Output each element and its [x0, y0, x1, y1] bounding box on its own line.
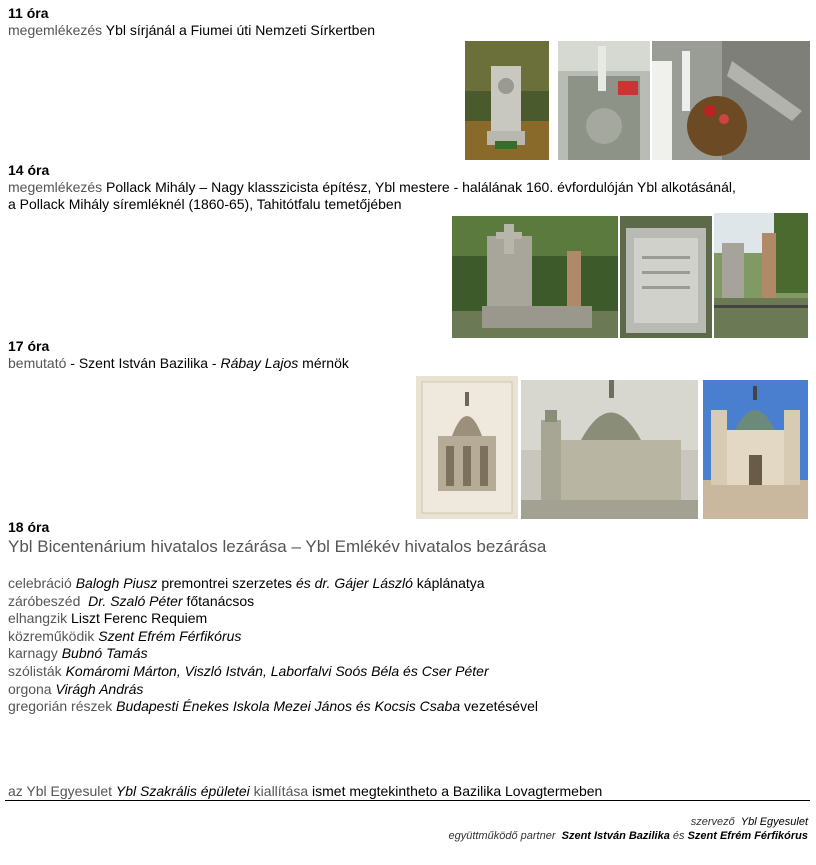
credit-name: Dr. Szaló Péter	[88, 592, 183, 609]
separator: -	[208, 355, 221, 371]
credits-list	[8, 575, 538, 716]
partner-label: együttműködő partner	[448, 830, 556, 842]
partner-name: Szent István Bazilika	[561, 830, 670, 842]
credit-label: közreműködik	[8, 627, 95, 644]
credit-role: főtanácsos	[182, 592, 255, 609]
credit-label: szólisták	[8, 662, 62, 679]
partner-and: és	[672, 830, 685, 842]
photo-basilica-section-drawing	[416, 376, 518, 519]
credit-row	[8, 575, 538, 593]
partner-name: Szent Efrém Férfikórus	[687, 830, 808, 842]
photo-wreath-relief	[652, 41, 810, 160]
exhibit-kind: kiallítása	[253, 783, 309, 799]
photo-grave-monument-snow	[558, 41, 650, 160]
credit-row	[8, 698, 538, 716]
credit-label: záróbeszéd	[8, 592, 81, 609]
credit-row	[8, 610, 538, 628]
event-kind: megemlékezés	[8, 22, 103, 38]
credit-name: Balogh Piusz	[75, 575, 158, 591]
time-11: 11 óra	[8, 5, 49, 21]
credit-role: premontrei szerzetes	[157, 575, 296, 591]
exhibit-org: az Ybl Egyesulet	[8, 783, 113, 799]
organizer-name: Ybl Egyesulet	[740, 816, 808, 828]
section-11-desc	[8, 22, 375, 39]
time-18: 18 óra	[8, 519, 50, 535]
event-role: mérnök	[298, 355, 349, 371]
credit-label: elhangzik	[8, 610, 68, 627]
photo-cemetery-view	[714, 213, 808, 338]
event-text: Ybl sírjánál a Fiumei úti Nemzeti Sírkertben	[105, 22, 376, 38]
credit-row	[8, 628, 538, 646]
event-kind: bemutató	[8, 355, 67, 371]
exhibition-note	[8, 783, 602, 800]
credit-row	[8, 645, 538, 663]
organizer-label: szervező	[690, 816, 735, 828]
exhibit-location: ismet megtekintheto a Bazilika Lovagtermeben	[312, 783, 603, 799]
credit-name: Virágh András	[55, 680, 144, 697]
credit-role: Liszt Ferenc Requiem	[71, 610, 208, 627]
credit-label: gregorián részek	[8, 698, 113, 715]
event-text: Pollack Mihály – Nagy klasszicista építész, Ybl mestere - halálának 160. évfordulóján Ybl alkotásánál,	[106, 179, 736, 195]
closing-headline: Ybl Bicentenárium hivatalos lezárása – Ybl Emlékév hivatalos bezárása	[8, 537, 547, 556]
credit-name: és dr. Gájer László	[295, 575, 413, 591]
event-person: Rábay Lajos	[220, 355, 299, 371]
photo-pollack-tomb	[452, 216, 618, 338]
event-place: Szent István Bazilika	[78, 355, 208, 371]
section-14-desc-line1	[8, 179, 736, 196]
credit-role: káplánatya	[412, 575, 485, 591]
exhibit-title: Ybl Szakrális épületei	[115, 783, 250, 799]
credit-name: Budapesti Énekes Iskola Mezei János és Kocsis Csaba	[116, 698, 461, 715]
credit-row	[8, 663, 538, 681]
credit-name: Szent Efrém Férfikórus	[98, 627, 242, 644]
photo-basilica-postcard	[521, 380, 698, 519]
footer-partners	[448, 830, 808, 842]
separator: -	[66, 355, 79, 371]
footer-organizer	[691, 816, 808, 828]
photo-basilica-facade	[703, 380, 808, 519]
section-17-desc	[8, 355, 349, 372]
credit-name: Bubnó Tamás	[61, 645, 148, 662]
time-14: 14 óra	[8, 162, 50, 178]
divider	[5, 800, 810, 801]
credit-row	[8, 681, 538, 699]
photo-tomb-slab	[620, 216, 712, 338]
credit-role: vezetésével	[460, 698, 538, 715]
credit-name: Komáromi Márton, Viszló István, Laborfalvi Soós Béla és Cser Péter	[65, 662, 489, 679]
time-17: 17 óra	[8, 338, 50, 354]
credit-row	[8, 593, 538, 611]
event-kind: megemlékezés	[8, 179, 103, 195]
credit-label: karnagy	[8, 645, 58, 662]
credit-label: orgona	[8, 680, 52, 697]
photo-ybl-grave	[465, 41, 549, 160]
section-14-desc-line2: a Pollack Mihály síremléknél (1860-65), Tahitótfalu temetőjében	[8, 196, 402, 212]
credit-label: celebráció	[8, 575, 72, 591]
